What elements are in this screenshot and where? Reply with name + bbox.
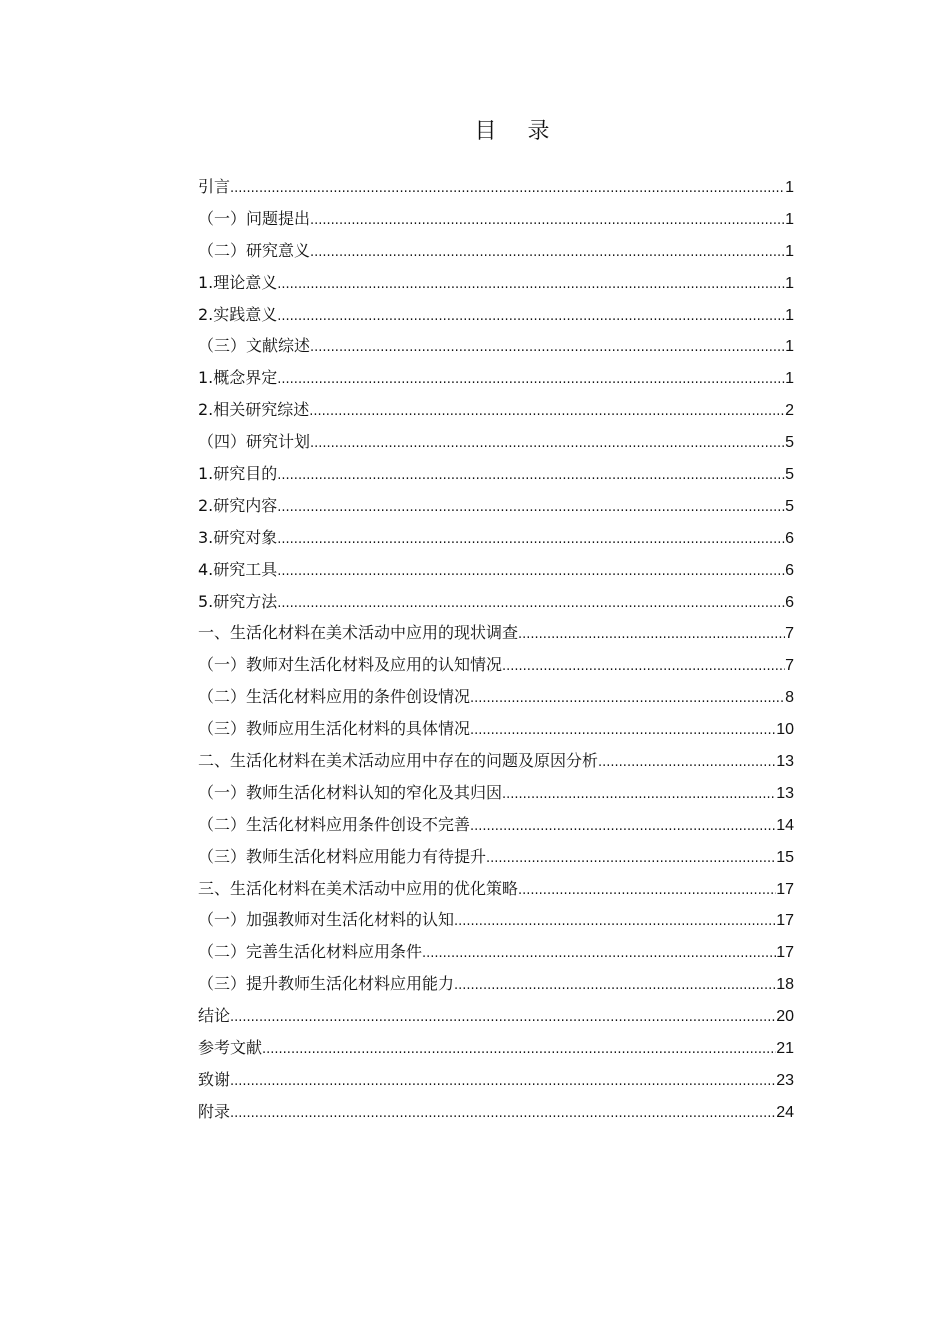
toc-dot-leader (277, 267, 785, 301)
toc-dot-leader (277, 586, 785, 620)
toc-dot-leader (470, 713, 776, 747)
toc-entry-label: 一、生活化材料在美术活动中应用的现状调查 (198, 623, 519, 643)
toc-entry-label: 2.实践意义 (198, 304, 278, 324)
toc-entry[interactable] (198, 235, 794, 267)
toc-entry-label: （一）加强教师对生活化材料的认知 (198, 910, 455, 930)
toc-entry-page-number: 1 (785, 210, 794, 228)
toc-entry[interactable] (198, 649, 794, 681)
toc-entry[interactable] (198, 936, 794, 968)
toc-dot-leader (470, 681, 785, 715)
toc-entry-page-number: 23 (776, 1071, 794, 1089)
toc-entry[interactable] (198, 267, 794, 299)
toc-dot-leader (502, 777, 776, 811)
toc-entry-label: 3.研究对象 (198, 527, 278, 547)
toc-entry-page-number: 10 (776, 721, 794, 739)
toc-entry-label: 1.概念界定 (198, 368, 278, 388)
toc-entry-page-number: 6 (785, 561, 794, 579)
toc-entry[interactable] (198, 1064, 794, 1096)
toc-entry-page-number: 17 (776, 880, 794, 898)
toc-dot-leader (518, 873, 776, 907)
toc-dot-leader (230, 1000, 776, 1034)
toc-entry-page-number: 17 (776, 912, 794, 930)
toc-dot-leader (598, 745, 776, 779)
toc-dot-leader (277, 362, 785, 396)
toc-entry[interactable] (198, 330, 794, 362)
toc-dot-leader (277, 522, 785, 556)
toc-entry-page-number: 7 (785, 625, 794, 643)
toc-entry[interactable] (198, 1032, 794, 1064)
toc-dot-leader (277, 554, 785, 588)
toc-entry[interactable] (198, 299, 794, 331)
toc-entry-page-number: 1 (785, 338, 794, 356)
toc-entry-page-number: 13 (776, 753, 794, 771)
toc-entry[interactable] (198, 809, 794, 841)
toc-entry[interactable] (198, 362, 794, 394)
toc-entry-page-number: 15 (776, 848, 794, 866)
toc-entry-page-number: 1 (785, 179, 794, 196)
toc-entry-page-number: 1 (785, 242, 794, 260)
toc-entry-page-number: 20 (776, 1008, 794, 1026)
toc-entry[interactable] (198, 713, 794, 745)
page-title: 目 录 (474, 119, 562, 144)
toc-entry[interactable] (198, 522, 794, 554)
toc-entry-page-number: 13 (776, 784, 794, 802)
toc-entry-page-number: 2 (785, 402, 794, 420)
toc-entry-label: 1.理论意义 (198, 272, 278, 292)
toc-entry-page-number: 5 (785, 497, 794, 515)
toc-dot-leader (422, 936, 776, 970)
toc-entry-page-number: 5 (785, 434, 794, 452)
toc-entry-label: （四）研究计划 (198, 432, 311, 452)
toc-entry[interactable] (198, 777, 794, 809)
table-of-contents (198, 171, 794, 1128)
toc-entry-page-number: 1 (785, 274, 794, 292)
toc-dot-leader (230, 171, 785, 205)
toc-dot-leader (309, 394, 785, 428)
toc-entry-label: （一）教师对生活化材料及应用的认知情况 (198, 655, 503, 675)
toc-dot-leader (454, 968, 776, 1002)
toc-dot-leader (454, 904, 776, 938)
toc-dot-leader (230, 1096, 776, 1130)
toc-entry-label: （二）完善生活化材料应用条件 (198, 942, 423, 962)
toc-entry-label: （一）问题提出 (198, 208, 311, 228)
toc-dot-leader (502, 649, 785, 683)
toc-entry[interactable] (198, 203, 794, 235)
toc-entry-page-number: 6 (785, 593, 794, 611)
toc-entry-page-number: 21 (776, 1040, 794, 1058)
toc-dot-leader (277, 490, 785, 524)
toc-entry-label: 引言 (198, 177, 231, 196)
toc-entry[interactable] (198, 586, 794, 618)
toc-entry[interactable] (198, 554, 794, 586)
toc-entry-page-number: 18 (776, 976, 794, 994)
toc-entry[interactable] (198, 968, 794, 1000)
toc-dot-leader (486, 841, 776, 875)
toc-entry-label: 2.相关研究综述 (198, 400, 310, 420)
toc-entry[interactable] (198, 458, 794, 490)
toc-entry[interactable] (198, 745, 794, 777)
toc-dot-leader (277, 458, 785, 492)
toc-entry-label: 致谢 (198, 1069, 231, 1089)
toc-entry-label: 1.研究目的 (198, 464, 278, 484)
toc-entry[interactable] (198, 426, 794, 458)
toc-entry[interactable] (198, 1000, 794, 1032)
toc-dot-leader (310, 203, 785, 237)
toc-entry-label: 4.研究工具 (198, 559, 278, 579)
toc-entry-page-number: 6 (785, 529, 794, 547)
toc-entry-label: （二）研究意义 (198, 240, 311, 260)
toc-entry-page-number: 1 (785, 370, 794, 388)
toc-entry[interactable] (198, 1096, 794, 1128)
toc-dot-leader (310, 330, 785, 364)
toc-entry-label: 附录 (198, 1101, 231, 1121)
toc-dot-leader (470, 809, 776, 843)
toc-dot-leader (518, 617, 785, 651)
toc-entry[interactable] (198, 873, 794, 905)
toc-entry[interactable] (198, 841, 794, 873)
toc-entry-label: （三）教师应用生活化材料的具体情况 (198, 719, 471, 739)
toc-entry-label: （一）教师生活化材料认知的窄化及其归因 (198, 782, 503, 802)
toc-dot-leader (310, 426, 785, 460)
toc-entry-page-number: 5 (785, 466, 794, 484)
toc-entry-page-number: 14 (776, 816, 794, 834)
toc-entry[interactable] (198, 394, 794, 426)
toc-entry-label: 2.研究内容 (198, 495, 278, 515)
toc-entry-page-number: 17 (776, 944, 794, 962)
toc-entry-label: 5.研究方法 (198, 591, 278, 611)
toc-entry-page-number: 24 (776, 1103, 794, 1121)
toc-entry-label: 二、生活化材料在美术活动应用中存在的问题及原因分析 (198, 751, 599, 771)
toc-dot-leader (230, 1064, 776, 1098)
toc-entry[interactable] (198, 681, 794, 713)
toc-entry-label: 结论 (198, 1006, 231, 1026)
toc-entry-label: （三）文献综述 (198, 336, 311, 356)
toc-entry-label: （二）生活化材料应用的条件创设情况 (198, 687, 471, 707)
toc-dot-leader (277, 299, 785, 333)
toc-entry-label: （三）教师生活化材料应用能力有待提升 (198, 846, 487, 866)
toc-dot-leader (310, 235, 785, 269)
toc-dot-leader (262, 1032, 776, 1066)
toc-entry[interactable] (198, 490, 794, 522)
toc-entry-label: （二）生活化材料应用条件创设不完善 (198, 814, 471, 834)
toc-entry[interactable] (198, 171, 794, 203)
toc-entry-page-number: 1 (785, 306, 794, 324)
toc-entry[interactable] (198, 904, 794, 936)
toc-entry-page-number: 7 (785, 657, 794, 675)
toc-entry-label: （三）提升教师生活化材料应用能力 (198, 974, 455, 994)
toc-entry-label: 三、生活化材料在美术活动中应用的优化策略 (198, 878, 519, 898)
toc-entry[interactable] (198, 617, 794, 649)
toc-entry-page-number: 8 (785, 689, 794, 707)
toc-entry-label: 参考文献 (198, 1038, 263, 1058)
